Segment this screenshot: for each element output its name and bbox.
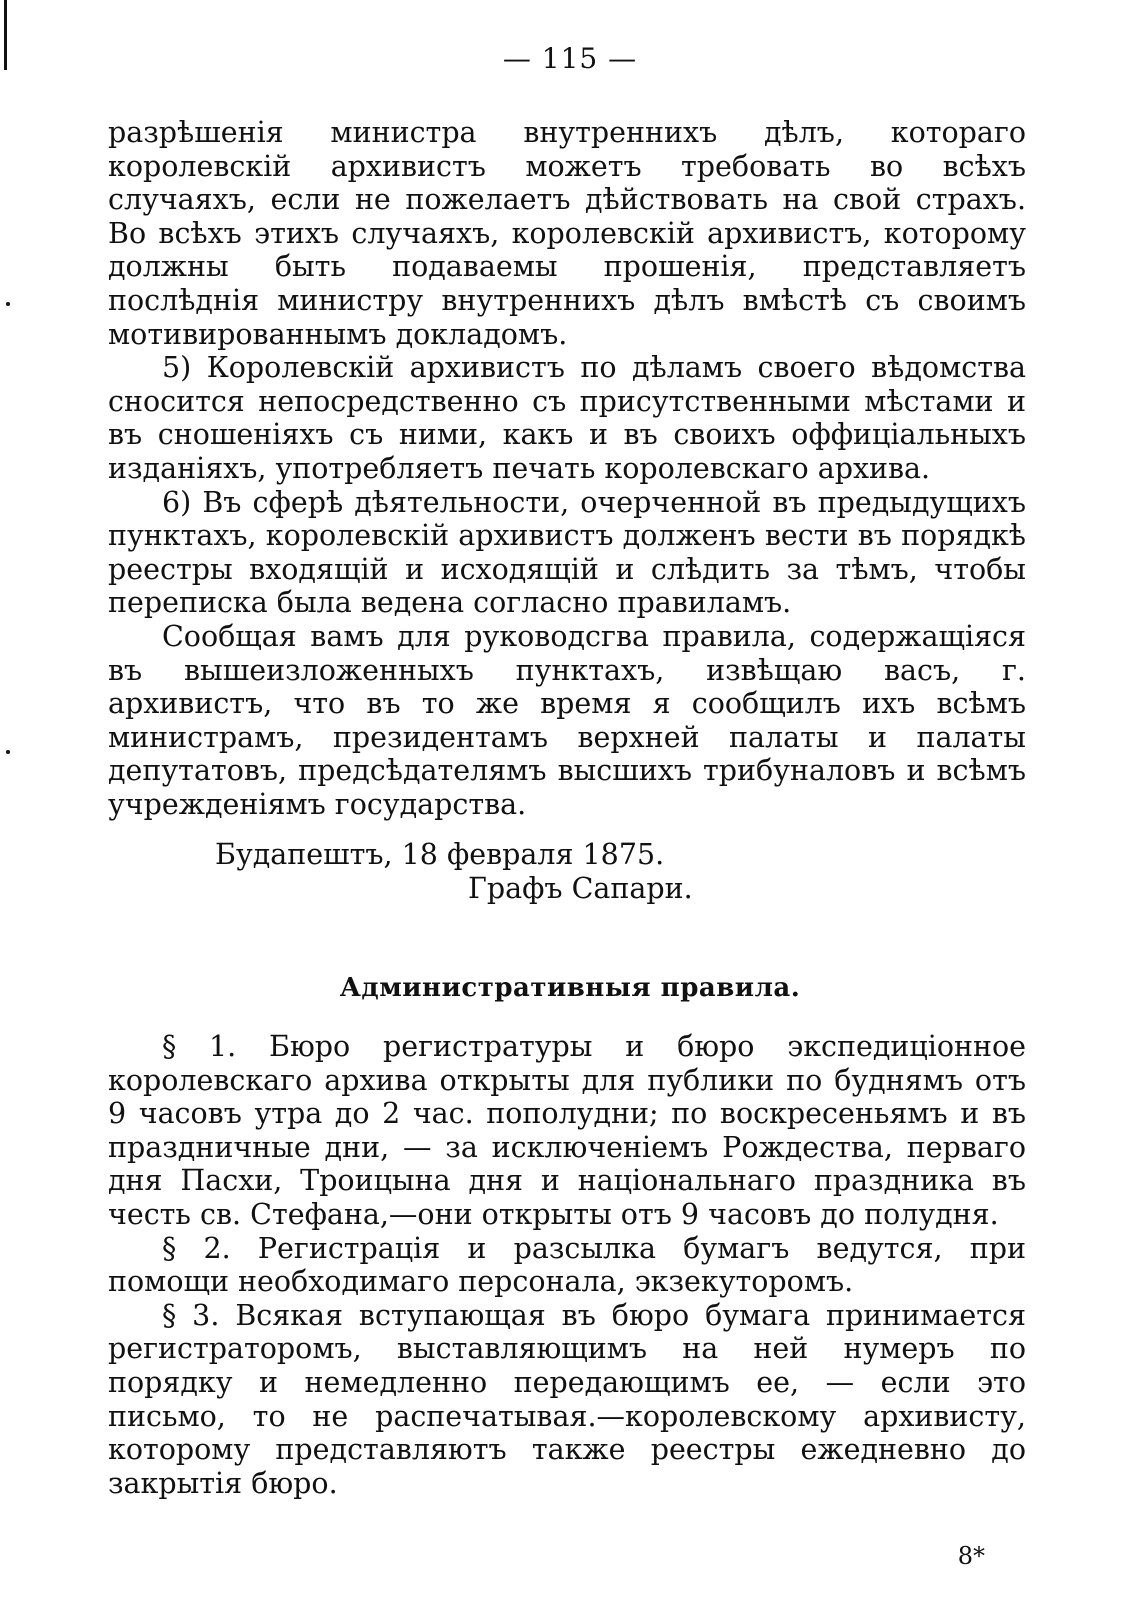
paragraph-closing-notice: Сообщая вамъ для руководсгва правила, содержащіяся въ вышеизложенныхъ пунктахъ, извѣщаю васъ, г. архивистъ, что въ то же время я сообщилъ ихъ всѣмъ министрамъ, президентамъ верхней палаты и палаты депутатовъ, предсѣдателямъ высшихъ трибуналовъ и всѣмъ учрежденіямъ государства. bbox=[108, 619, 1026, 821]
scan-edge-dot bbox=[6, 302, 10, 306]
paragraph-point-5: 5) Королевскій архивистъ по дѣламъ своего вѣдомства сносится непосредственно съ присутственными мѣстами и въ сношеніяхъ съ ними, какъ и въ своихъ оффиціальныхъ изданіяхъ, употребляетъ печать королевскаго архива. bbox=[108, 351, 1026, 485]
rules-text bbox=[108, 1030, 1026, 1500]
rule-paragraph-1: § 1. Бюро регистратуры и бюро экспедиціонное королевскаго архива открыты для публики по буднямъ отъ 9 часовъ утра до 2 час. пополудни; по воскресеньямъ и въ праздничные дни, — за исключеніемъ Рождества, перваго дня Пасхи, Троицына дня и національнаго праздника въ честь св. Стефана,—они открыты отъ 9 часовъ до полудня. bbox=[108, 1030, 1026, 1231]
rule-paragraph-3: § 3. Всякая вступающая въ бюро бумага принимается регистраторомъ, выставляющимъ на ней нумеръ по порядку и немедленно передающимъ ее, — если это письмо, то не распечатывая.—королевскому архивисту, которому представляютъ также реестры ежедневно до закрытія бюро. bbox=[108, 1298, 1026, 1500]
section-heading: Административныя правила. bbox=[339, 973, 801, 1003]
scan-edge-dot bbox=[6, 750, 10, 754]
signature-line: Графъ Сапари. bbox=[468, 872, 693, 905]
decree-text bbox=[108, 116, 1026, 821]
printer-signature-mark: 8* bbox=[957, 1542, 985, 1570]
paragraph-point-6: 6) Въ сферѣ дѣятельности, очерченной въ предыдущихъ пунктахъ, королевскій архивистъ долженъ вести въ порядкѣ реестры входящій и исходящій и слѣдить за тѣмъ, чтобы переписка была ведена согласно правиламъ. bbox=[108, 485, 1026, 620]
page-number: — 115 — bbox=[502, 42, 638, 75]
rule-paragraph-2: § 2. Регистрація и разсылка бумагъ ведутся, при помощи необходимаго персонала, экзекуторомъ. bbox=[108, 1231, 1026, 1299]
place-date-line: Будапештъ, 18 февраля 1875. bbox=[215, 838, 665, 871]
paragraph-continued: разрѣшенія министра внутреннихъ дѣлъ, котораго королевскій архивистъ можетъ требовать во всѣхъ случаяхъ, если не пожелаетъ дѣйствовать на свой страхъ. Во всѣхъ этихъ случаяхъ, королевскій архивистъ, которому должны быть подаваемы прошенія, представляетъ послѣднія министру внутреннихъ дѣлъ вмѣстѣ съ своимъ мотивированнымъ докладомъ. bbox=[108, 116, 1026, 351]
